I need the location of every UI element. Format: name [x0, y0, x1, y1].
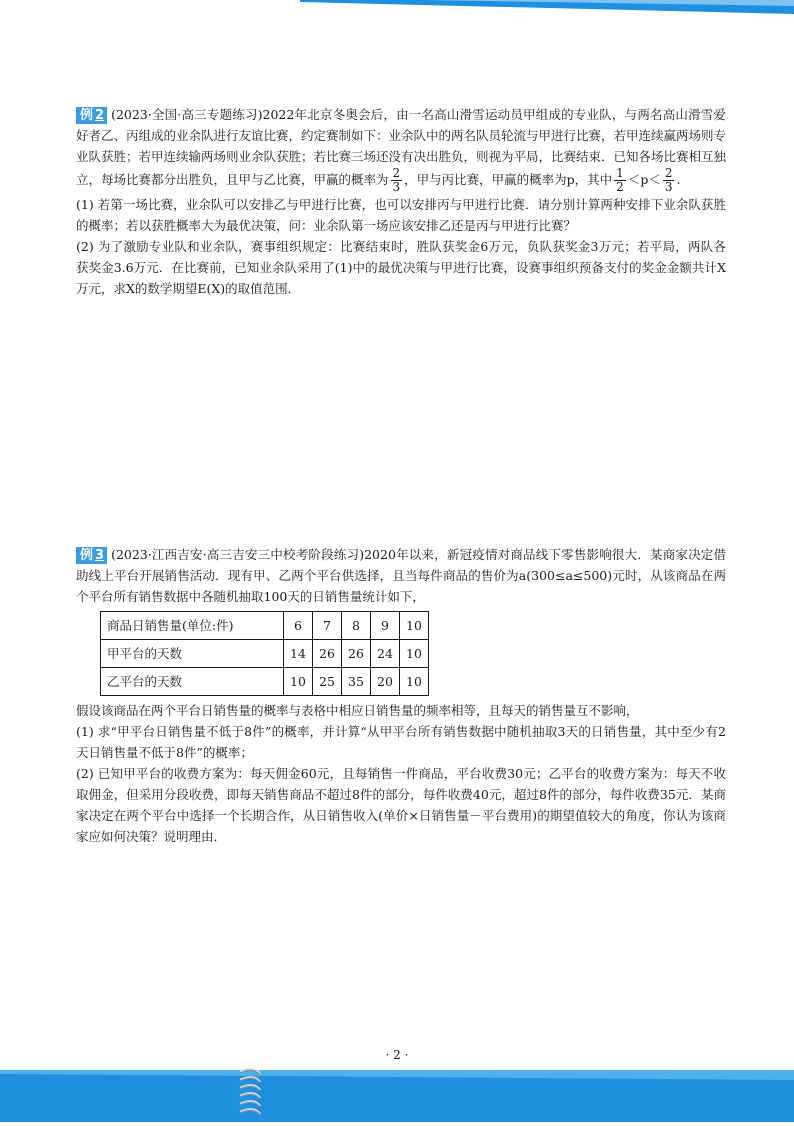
table-cell: 8	[342, 612, 371, 640]
example-3-question-1: (1) 求“甲平台日销售量不低于8件”的概率，并计算“从甲平台所有销售数据中随机抽取3天的日销售量，其中至少有2天日销售量不低于8件”的概率；	[76, 724, 726, 760]
table-cell: 35	[342, 668, 371, 696]
example-2-badge: 例 2	[76, 107, 107, 124]
table-cell: 10	[284, 668, 313, 696]
table-row	[101, 668, 429, 696]
header-decoration	[0, 0, 794, 22]
table-cell: 14	[284, 640, 313, 668]
fraction: $\frac{1}{2}$	[616, 166, 624, 194]
table-cell: 10	[400, 612, 429, 640]
fraction: $\frac{2}{3}$	[392, 166, 401, 194]
table-cell: 24	[371, 640, 400, 668]
spiral-binding-icon	[232, 1062, 266, 1122]
table-cell: 26	[342, 640, 371, 668]
table-cell: 26	[313, 640, 342, 668]
example-2-intro: 例 2 (2023·全国·高三专题练习)2022年北京冬奥会后，由一名高山滑雪运动员甲组成的专业队，与两名高山滑雪爱好者乙、丙组成的业余队进行友谊比赛，约定赛制如下：业余队中的两名队员轮流与甲进行比赛，若甲连续赢两场则专业队获胜；若甲连续输两场则业余队获胜；若比赛三场还没有决出胜负，则视为平局，比赛结束．已知各场比赛相互独立，每场比赛都分出胜负，且甲与乙比赛，甲赢的概率为 $\frac{2}{3}$ ，甲与丙比赛，甲赢的概率为p，其中 $\frac{1}{2}$ ＜p＜ $\frac{2}{3}$ .	[76, 107, 727, 194]
table-cell: 9	[371, 612, 400, 640]
table-header-row	[101, 612, 429, 640]
table-cell: 6	[284, 612, 313, 640]
table-cell: 7	[313, 612, 342, 640]
table-row-label: 甲平台的天数	[101, 640, 284, 668]
example-3-badge: 例 3	[76, 547, 107, 564]
example-2	[76, 104, 726, 299]
example-2-question-2: (2) 为了激励专业队和业余队，赛事组织规定：比赛结束时，胜队获奖金6万元，负队获奖金3万元；若平局，两队各获奖金3.6万元．在比赛前，已知业余队采用了(1)中的最优决策与甲进行比赛，设赛事组织预备支付的奖金金额共计X万元，求X的数学期望E(X)的取值范围．	[76, 239, 726, 296]
example-2-question-1: (1) 若第一场比赛，业余队可以安排乙与甲进行比赛，也可以安排丙与甲进行比赛．请分别计算两种安排下业余队获胜的概率；若以获胜概率大为最优决策，问：业余队第一场应该安排乙还是丙与甲进行比赛？	[76, 197, 726, 233]
table-row-label: 乙平台的天数	[101, 668, 284, 696]
example-3-question-2: (2) 已知甲平台的收费方案为：每天佣金60元，且每销售一件商品，平台收费30元；乙平台的收费方案为：每天不收取佣金，但采用分段收费，即每天销售商品不超过8件的部分，每件收费40元，超过8件的部分，每件收费35元．某商家决定在两个平台中选择一个长期合作，从日销售收入(单价×日销售量－平台费用)的期望值较大的角度，你认为该商家应如何决策？说明理由．	[76, 766, 726, 844]
example-3	[76, 544, 726, 847]
table-cell: 10	[400, 640, 429, 668]
example-3-intro: 例 3 (2023·江西吉安·高三吉安三中校考阶段练习)2020年以来，新冠疫情对商品线下零售影响很大．某商家决定借助线上平台开展销售活动．现有甲、乙两个平台供选择，且当每件商品的售价为a(300≤a≤500)元时，从该商品在两个平台所有销售数据中各随机抽取100天的日销售量统计如下，	[76, 547, 726, 604]
table-cell: 20	[371, 668, 400, 696]
sales-table	[100, 611, 429, 696]
fraction: $\frac{2}{3}$	[664, 166, 673, 194]
table-row	[101, 640, 429, 668]
table-cell: 10	[400, 668, 429, 696]
footer-decoration	[0, 1070, 794, 1122]
table-cell: 25	[313, 668, 342, 696]
example-3-assumption: 假设该商品在两个平台日销售量的概率与表格中相应日销售量的频率相等，且每天的销售量互不影响，	[76, 703, 639, 718]
table-header-label: 商品日销售量(单位:件)	[101, 612, 284, 640]
page-number: · 2 ·	[385, 1048, 409, 1062]
